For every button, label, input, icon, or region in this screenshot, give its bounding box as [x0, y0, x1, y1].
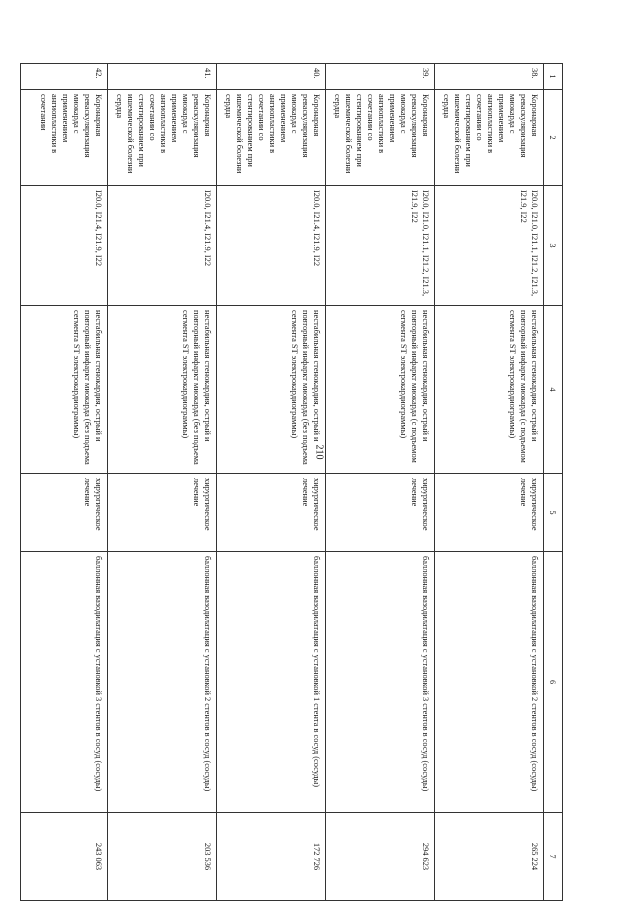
procedures-table: [20, 63, 563, 901]
header-col-4: 4: [544, 306, 563, 474]
table-row: [435, 64, 544, 901]
page-number: 210: [313, 444, 325, 460]
row-number: 42.: [21, 64, 108, 90]
treatment-method: баллонная вазодилатация с установкой 3 стентов в сосуд (сосуды): [21, 552, 108, 813]
icd-codes: I20.0, I21.0, I21.1, I21.2, I21.3, I21.9, I22: [326, 186, 435, 306]
row-number: 41.: [108, 64, 217, 90]
icd-codes: I20.0, I21.4, I21.9, I22: [217, 186, 326, 306]
cost: 294 623: [326, 813, 435, 901]
icd-codes: I20.0, I21.4, I21.9, I22: [21, 186, 108, 306]
icd-codes: I20.0, I21.4, I21.9, I22: [108, 186, 217, 306]
table-row: [108, 64, 217, 901]
table-row: [217, 64, 326, 901]
treatment-type: хирургическое лечение: [108, 474, 217, 552]
procedure-name: Коронарная реваскуляризация миокарда с применением ангиопластики в сочетании со стентированием при ишемической болезни сердца: [326, 90, 435, 186]
diagnosis: нестабильная стенокардия, острый и повторный инфаркт миокарда (без подъема сегмента ST электрокардиограммы): [108, 306, 217, 474]
cost: 203 536: [108, 813, 217, 901]
treatment-method: баллонная вазодилатация с установкой 2 стентов в сосуд (сосуды): [435, 552, 544, 813]
row-number: 40.: [217, 64, 326, 90]
header-col-6: 6: [544, 552, 563, 813]
header-col-7: 7: [544, 813, 563, 901]
diagnosis: нестабильная стенокардия, острый и повторный инфаркт миокарда (с подъемом сегмента ST электрокардиограммы): [435, 306, 544, 474]
procedure-name: Коронарная реваскуляризация миокарда с применением ангиопластики в сочетании со стентированием при ишемической болезни сердца: [108, 90, 217, 186]
procedure-name: Коронарная реваскуляризация миокарда с применением ангиопластики в сочетании со стентированием при ишемической болезни сердца: [217, 90, 326, 186]
treatment-method: баллонная вазодилатация с установкой 1 стента в сосуд (сосуды): [217, 552, 326, 813]
rotated-table-container: [20, 63, 563, 900]
cost: 265 224: [435, 813, 544, 901]
header-row: [544, 64, 563, 901]
header-col-3: 3: [544, 186, 563, 306]
cost: 243 063: [21, 813, 108, 901]
table-row: [21, 64, 108, 901]
treatment-method: баллонная вазодилатация с установкой 2 стентов в сосуд (сосуды): [108, 552, 217, 813]
treatment-type: хирургическое лечение: [21, 474, 108, 552]
row-number: 38.: [435, 64, 544, 90]
procedure-name: Коронарная реваскуляризация миокарда с применением ангиопластики в сочетании: [21, 90, 108, 186]
table-row: [326, 64, 435, 901]
procedure-name: Коронарная реваскуляризация миокарда с применением ангиопластики в сочетании со стентированием при ишемической болезни сердца: [435, 90, 544, 186]
row-number: 39.: [326, 64, 435, 90]
treatment-type: хирургическое лечение: [326, 474, 435, 552]
header-col-1: 1: [544, 64, 563, 90]
diagnosis: нестабильная стенокардия, острый и повторный инфаркт миокарда (без подъема сегмента ST электрокардиограммы): [21, 306, 108, 474]
icd-codes: I20.0, I21.0, I21.1, I21.2, I21.3, I21.9, I22: [435, 186, 544, 306]
treatment-type: хирургическое лечение: [217, 474, 326, 552]
diagnosis: нестабильная стенокардия, острый и повторный инфаркт миокарда (с подъемом сегмента ST электрокардиограммы): [326, 306, 435, 474]
header-col-5: 5: [544, 474, 563, 552]
treatment-type: хирургическое лечение: [435, 474, 544, 552]
treatment-method: баллонная вазодилатация с установкой 3 стентов в сосуд (сосуды): [326, 552, 435, 813]
cost: 172 726: [217, 813, 326, 901]
header-col-2: 2: [544, 90, 563, 186]
diagnosis: нестабильная стенокардия, острый и повторный инфаркт миокарда (без подъема сегмента ST электрокардиограммы): [217, 306, 326, 474]
